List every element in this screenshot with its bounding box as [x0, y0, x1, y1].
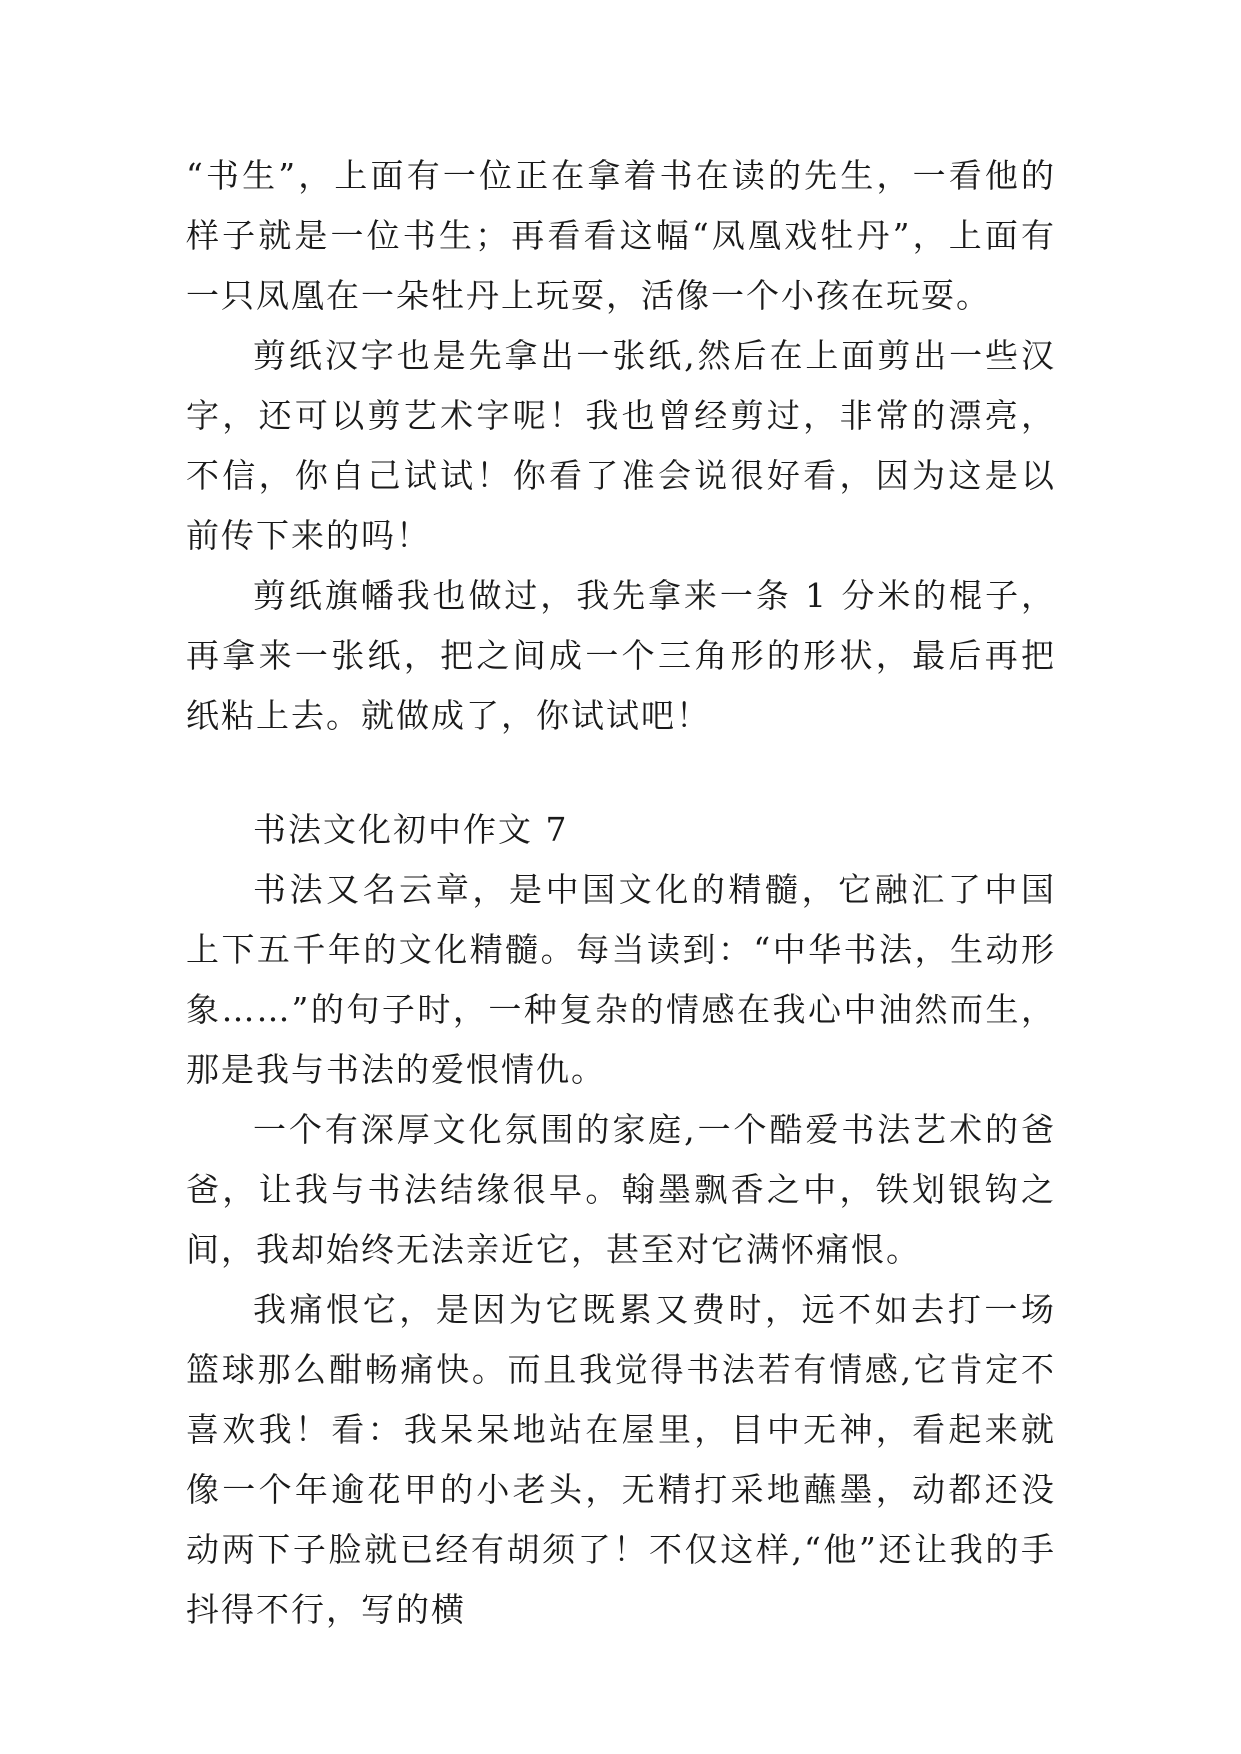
- paragraph-calligraphy-intro: 书法又名云章，是中国文化的精髓，它融汇了中国上下五千年的文化精髓。每当读到：“中华书法，生动形象……”的句子时，一种复杂的情感在我心中油然而生，那是我与书法的爱恨情仇。: [186, 870, 1056, 1089]
- paragraph-papercut-characters: 剪纸汉字也是先拿出一张纸,然后在上面剪出一些汉字，还可以剪艺术字呢！我也曾经剪过，非常的漂亮，不信，你自己试试！你看了准会说很好看，因为这是以前传下来的吗！: [186, 336, 1056, 555]
- document-body: [186, 146, 1056, 1640]
- paragraph-dislike-reason: 我痛恨它，是因为它既累又费时，远不如去打一场篮球那么酣畅痛快。而且我觉得书法若有情感,它肯定不喜欢我！看：我呆呆地站在屋里，目中无神，看起来就像一个年逾花甲的小老头，无精打采地蘸墨，动都还没动两下子脸就已经有胡须了！不仅这样,“他”还让我的手抖得不行，写的横: [186, 1290, 1056, 1629]
- paragraph-papercut-banner: 剪纸旗幡我也做过，我先拿来一条 1 分米的棍子，再拿来一张纸，把之间成一个三角形的形状，最后再把纸粘上去。就做成了，你试试吧！: [186, 576, 1056, 735]
- paragraph-shusheng-description: “书生”，上面有一位正在拿着书在读的先生，一看他的样子就是一位书生；再看看这幅“凤凰戏牡丹”，上面有一只凤凰在一朵牡丹上玩耍，活像一个小孩在玩耍。: [186, 156, 1056, 315]
- paragraph-family-background: 一个有深厚文化氛围的家庭,一个酷爱书法艺术的爸爸，让我与书法结缘很早。翰墨飘香之中，铁划银钩之间，我却始终无法亲近它，甚至对它满怀痛恨。: [186, 1110, 1056, 1269]
- essay-heading: 书法文化初中作文 7: [253, 810, 569, 849]
- section-spacer: [186, 746, 1056, 800]
